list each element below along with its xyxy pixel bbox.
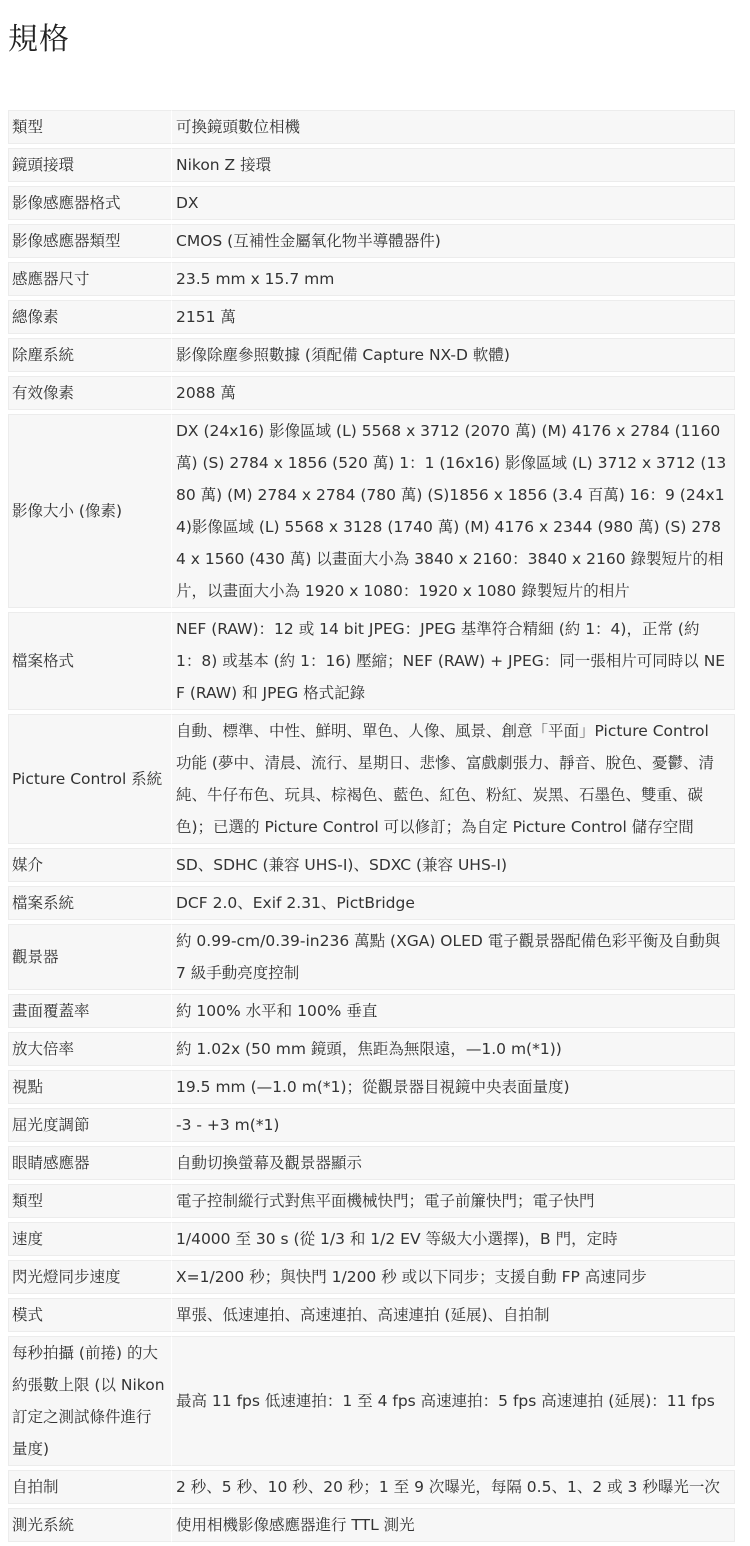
- spec-label: 每秒拍攝 (前捲) 的大約張數上限 (以 Nikon 訂定之測試條件進行量度): [8, 1336, 172, 1466]
- spec-label: 除塵系統: [8, 338, 172, 372]
- spec-label: Picture Control 系統: [8, 714, 172, 844]
- spec-value: DX: [172, 186, 735, 220]
- spec-value: -3 - +3 m(*1): [172, 1108, 735, 1142]
- spec-label: 影像感應器類型: [8, 224, 172, 258]
- spec-value: 影像除塵參照數據 (須配備 Capture NX-D 軟體): [172, 338, 735, 372]
- spec-label: 影像感應器格式: [8, 186, 172, 220]
- spec-row: [8, 924, 735, 990]
- spec-row: [8, 1108, 735, 1142]
- spec-label: 閃光燈同步速度: [8, 1260, 172, 1294]
- spec-row: [8, 414, 735, 608]
- spec-row: [8, 110, 735, 144]
- spec-value: 可換鏡頭數位相機: [172, 110, 735, 144]
- spec-label: 測光系統: [8, 1508, 172, 1542]
- spec-label: 畫面覆蓋率: [8, 994, 172, 1028]
- spec-row: [8, 994, 735, 1028]
- spec-row: [8, 1146, 735, 1180]
- spec-label: 媒介: [8, 848, 172, 882]
- spec-value: 約 0.99-cm/0.39-in236 萬點 (XGA) OLED 電子觀景器配備色彩平衡及自動與 7 級手動亮度控制: [172, 924, 735, 990]
- spec-value: X=1/200 秒；與快門 1/200 秒 或以下同步；支援自動 FP 高速同步: [172, 1260, 735, 1294]
- spec-table-body: [8, 110, 735, 1542]
- spec-row: [8, 1508, 735, 1542]
- spec-value: DX (24x16) 影像區域 (L) 5568 x 3712 (2070 萬) (M) 4176 x 2784 (1160 萬) (S) 2784 x 1856 (520 萬) 1：1 (16x16) 影像區域 (L) 3712 x 3712 (1380 萬) (M) 2784 x 2784 (780 萬) (S)1856 x 1856 (3.4 百萬) 16：9 (24x14)影像區域 (L) 5568 x 3128 (1740 萬) (M) 4176 x 2344 (980 萬) (S) 2784 x 1560 (430 萬) 以畫面大小為 3840 x 2160：3840 x 2160 錄製短片的相片，以畫面大小為 1920 x 1080：1920 x 1080 錄製短片的相片: [172, 414, 735, 608]
- spec-label: 總像素: [8, 300, 172, 334]
- spec-row: [8, 886, 735, 920]
- spec-row: [8, 148, 735, 182]
- spec-value: NEF (RAW)：12 或 14 bit JPEG：JPEG 基準符合精細 (約 1：4)，正常 (約 1：8) 或基本 (約 1：16) 壓縮；NEF (RAW) + JPEG：同一張相片可同時以 NEF (RAW) 和 JPEG 格式記錄: [172, 612, 735, 710]
- spec-value: 使用相機影像感應器進行 TTL 測光: [172, 1508, 735, 1542]
- spec-label: 有效像素: [8, 376, 172, 410]
- spec-label: 視點: [8, 1070, 172, 1104]
- spec-value: CMOS (互補性金屬氧化物半導體器件): [172, 224, 735, 258]
- spec-value: Nikon Z 接環: [172, 148, 735, 182]
- page-title: 規格: [8, 22, 70, 57]
- spec-row: [8, 1070, 735, 1104]
- spec-row: [8, 1032, 735, 1066]
- spec-label: 屈光度調節: [8, 1108, 172, 1142]
- spec-row: [8, 300, 735, 334]
- spec-value: 2088 萬: [172, 376, 735, 410]
- spec-row: [8, 224, 735, 258]
- spec-value: 約 100% 水平和 100% 垂直: [172, 994, 735, 1028]
- spec-row: [8, 1470, 735, 1504]
- spec-label: 感應器尺寸: [8, 262, 172, 296]
- spec-label: 類型: [8, 110, 172, 144]
- spec-label: 放大倍率: [8, 1032, 172, 1066]
- spec-row: [8, 1184, 735, 1218]
- spec-row: [8, 1298, 735, 1332]
- spec-value: 最高 11 fps 低速連拍：1 至 4 fps 高速連拍：5 fps 高速連拍 (延展)：11 fps: [172, 1336, 735, 1466]
- spec-row: [8, 376, 735, 410]
- spec-value: DCF 2.0、Exif 2.31、PictBridge: [172, 886, 735, 920]
- spec-row: [8, 338, 735, 372]
- spec-row: [8, 262, 735, 296]
- spec-row: [8, 612, 735, 710]
- spec-value: 單張、低速連拍、高速連拍、高速連拍 (延展)、自拍制: [172, 1298, 735, 1332]
- spec-value: 自動切換螢幕及觀景器顯示: [172, 1146, 735, 1180]
- spec-value: 約 1.02x (50 mm 鏡頭，焦距為無限遠，—1.0 m(*1)): [172, 1032, 735, 1066]
- spec-label: 類型: [8, 1184, 172, 1218]
- spec-label: 檔案系統: [8, 886, 172, 920]
- spec-value: 電子控制縱行式對焦平面機械快門；電子前簾快門；電子快門: [172, 1184, 735, 1218]
- spec-value: 19.5 mm (—1.0 m(*1)；從觀景器目視鏡中央表面量度): [172, 1070, 735, 1104]
- spec-label: 觀景器: [8, 924, 172, 990]
- spec-value: 2 秒、5 秒、10 秒、20 秒；1 至 9 次曝光，每隔 0.5、1、2 或 3 秒曝光一次: [172, 1470, 735, 1504]
- spec-table: [8, 106, 735, 1546]
- spec-label: 鏡頭接環: [8, 148, 172, 182]
- spec-row: [8, 1336, 735, 1466]
- spec-row: [8, 848, 735, 882]
- spec-value: 2151 萬: [172, 300, 735, 334]
- spec-row: [8, 186, 735, 220]
- spec-value: 自動、標準、中性、鮮明、單色、人像、風景、創意「平面」Picture Control 功能 (夢中、清晨、流行、星期日、悲慘、富戲劇張力、靜音、脫色、憂鬱、清純、牛仔布色、玩具、棕褐色、藍色、紅色、粉紅、炭黑、石墨色、雙重、碳色)；已選的 Picture Control 可以修訂；為自定 Picture Control 儲存空間: [172, 714, 735, 844]
- spec-value: 23.5 mm x 15.7 mm: [172, 262, 735, 296]
- spec-row: [8, 1222, 735, 1256]
- spec-value: SD、SDHC (兼容 UHS-I)、SDXC (兼容 UHS-I): [172, 848, 735, 882]
- spec-label: 自拍制: [8, 1470, 172, 1504]
- spec-label: 檔案格式: [8, 612, 172, 710]
- spec-label: 速度: [8, 1222, 172, 1256]
- spec-row: [8, 1260, 735, 1294]
- spec-value: 1/4000 至 30 s (從 1/3 和 1/2 EV 等級大小選擇)，B 門，定時: [172, 1222, 735, 1256]
- spec-label: 眼睛感應器: [8, 1146, 172, 1180]
- spec-label: 影像大小 (像素): [8, 414, 172, 608]
- spec-label: 模式: [8, 1298, 172, 1332]
- spec-row: [8, 714, 735, 844]
